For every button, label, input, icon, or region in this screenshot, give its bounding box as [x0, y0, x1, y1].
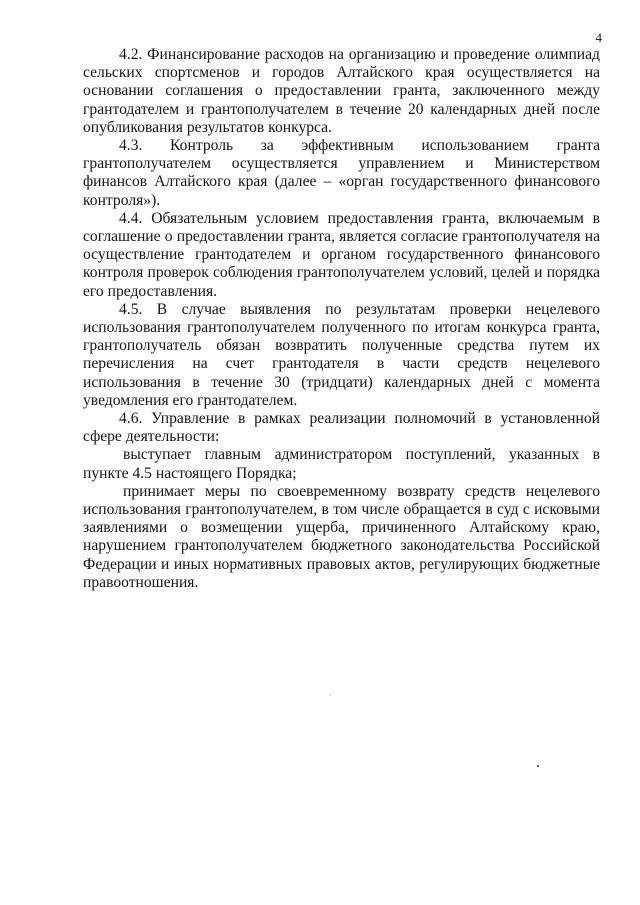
document-body	[83, 46, 600, 592]
paragraph-4-6: 4.6. Управление в рамках реализации полномочий в установленной сфере деятельности:	[83, 410, 600, 446]
paragraph-4-4: 4.4. Обязательным условием предоставления гранта, включаемым в соглашение о предоставлении гранта, является согласие грантополучателя на осуществление грантодателем и органом государственного финансового контроля проверок соблюдения грантополучателем условий, целей и порядка его предоставления.	[83, 209, 600, 300]
scan-speck	[537, 765, 539, 767]
subitem-refund-measures: принимает меры по своевременному возврату средств нецелевого использования грантополучателем, в том числе обращается в суд с исковыми заявлениями о возмещении ущерба, причиненного Алтайскому краю, нарушением грантополучателем бюджетного законодательства Российской Федерации и иных нормативных правовых актов, регулирующих бюджетные правоотношения.	[83, 482, 600, 591]
paragraph-4-3: 4.3. Контроль за эффективным использованием гранта грантополучателем осуществляется управлением и Министерством финансов Алтайского края (далее – «орган государственного финансового контроля»).	[83, 137, 600, 209]
subitem-administrator: выступает главным администратором поступлений, указанных в пункте 4.5 настоящего Порядка;	[83, 446, 600, 482]
page-number: 4	[595, 30, 602, 45]
scan-speck	[330, 694, 331, 695]
paragraph-4-5: 4.5. В случае выявления по результатам проверки нецелевого использования грантополучателем полученного по итогам конкурса гранта, грантополучатель обязан возвратить полученные средства путем их перечисления на счет грантодателя в части средств нецелевого использования в течение 30 (тридцати) календарных дней с момента уведомления его грантодателем.	[83, 300, 600, 409]
paragraph-4-2: 4.2. Финансирование расходов на организацию и проведение олимпиад сельских спортсменов и городов Алтайского края осуществляется на основании соглашения о предоставлении гранта, заключенного между грантодателем и грантополучателем в течение 20 календарных дней после опубликования результатов конкурса.	[83, 46, 600, 136]
